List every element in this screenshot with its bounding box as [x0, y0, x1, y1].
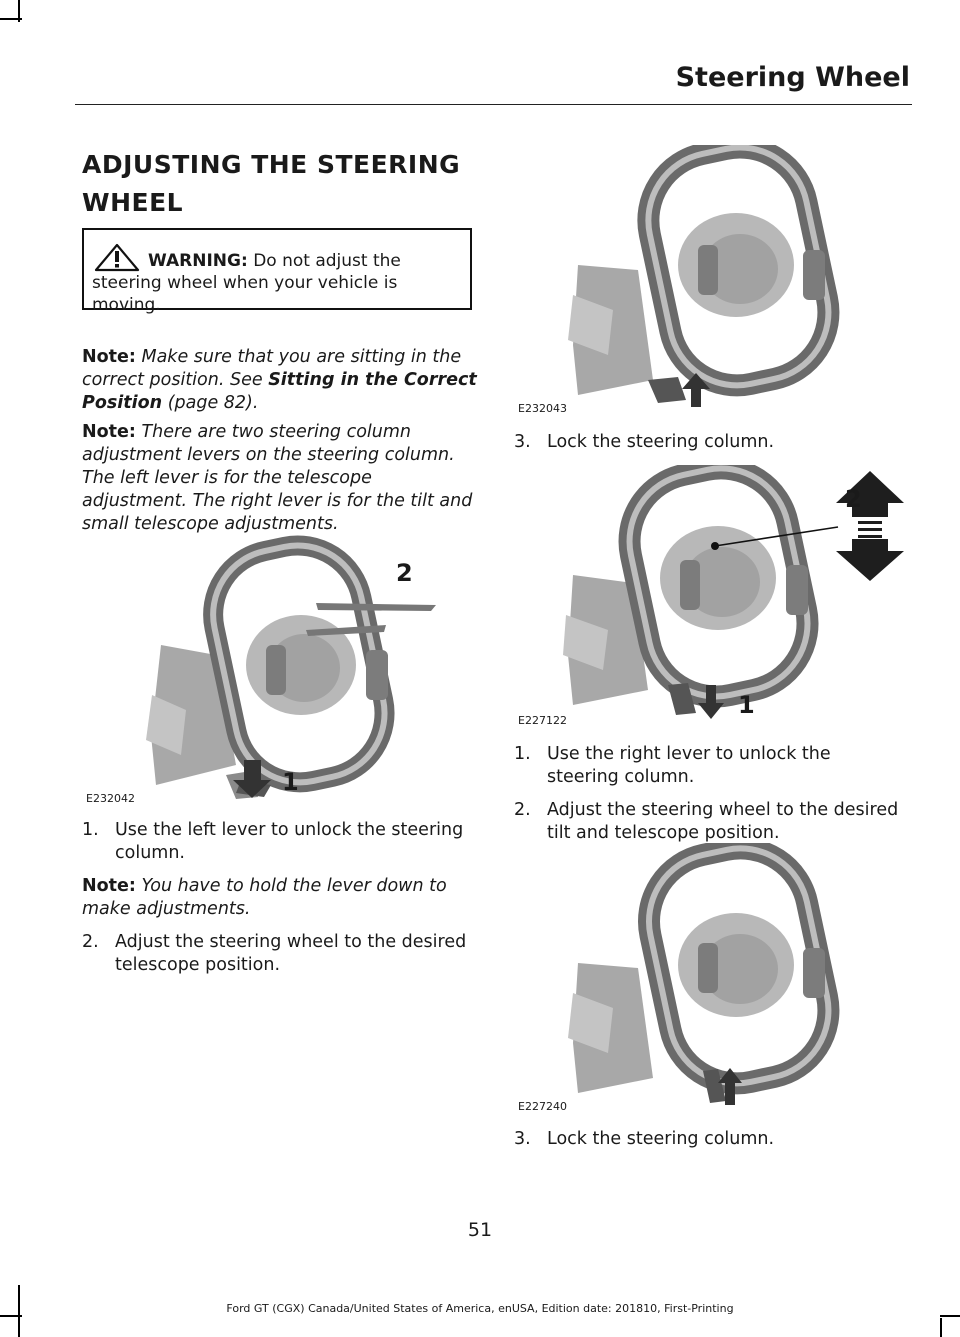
right-step-3a	[514, 431, 914, 454]
callout-2: 2	[845, 485, 862, 513]
warning-text: steering wheel when your vehicle is	[92, 273, 398, 293]
warning-triangle-icon	[92, 242, 142, 272]
note-text: The left lever is for the telescope	[82, 468, 372, 488]
crop-mark	[940, 1318, 942, 1337]
step-text: Adjust the steering wheel to the desired	[547, 800, 899, 820]
list-item	[82, 819, 477, 865]
list-item	[514, 1128, 914, 1151]
page-number: 51	[467, 1219, 493, 1241]
steering-wheel-illustration	[86, 535, 472, 805]
note-hold-lever	[82, 875, 477, 921]
steering-wheel-illustration	[518, 843, 908, 1113]
step-number: 1.	[82, 820, 99, 840]
callout-1: 1	[282, 768, 299, 796]
crop-mark	[0, 1315, 22, 1317]
header-rule	[75, 104, 912, 105]
cross-reference-link[interactable]: Position	[82, 393, 163, 413]
note-text: adjustment. The right lever is for the tilt and	[82, 491, 473, 511]
note-text: correct position. See	[82, 370, 263, 390]
list-item	[82, 931, 477, 977]
figure-id: E232042	[86, 792, 135, 805]
note-label: Note:	[82, 422, 136, 442]
crop-mark	[0, 18, 22, 20]
note-label: Note:	[82, 876, 136, 896]
figure-e227240	[518, 843, 908, 1113]
list-item	[514, 799, 914, 845]
list-item	[514, 743, 914, 789]
step-number: 2.	[82, 932, 99, 952]
figure-e232042	[86, 535, 472, 805]
section-heading	[82, 146, 482, 222]
figure-e227122	[518, 465, 918, 727]
right-step-3b	[514, 1128, 914, 1151]
step-text: steering column.	[547, 767, 695, 787]
edition-footer: Ford GT (CGX) Canada/United States of America, enUSA, Edition date: 201810, First-Printing	[226, 1302, 734, 1315]
note-sitting	[82, 346, 477, 415]
step-number: 3.	[514, 1129, 531, 1149]
note-text: adjustment levers on the steering column.	[82, 445, 455, 465]
step-text: Use the left lever to unlock the steering	[115, 820, 464, 840]
note-levers	[82, 421, 477, 536]
step-number: 1.	[514, 744, 531, 764]
figure-e232043	[518, 145, 908, 415]
cross-reference-link[interactable]: Sitting in the Correct	[268, 370, 477, 390]
step-text: tilt and telescope position.	[547, 823, 780, 843]
page-title: Steering Wheel	[675, 62, 910, 93]
left-step-list	[82, 819, 477, 977]
step-number: 3.	[514, 432, 531, 452]
step-text: Lock the steering column.	[547, 1129, 775, 1149]
note-text: small telescope adjustments.	[82, 514, 339, 534]
crop-mark	[940, 1315, 960, 1317]
step-text: telescope position.	[115, 955, 281, 975]
step-text: Lock the steering column.	[547, 432, 775, 452]
step-number: 2.	[514, 800, 531, 820]
figure-id: E227240	[518, 1100, 567, 1113]
steering-wheel-illustration	[518, 145, 908, 415]
list-item	[514, 431, 914, 454]
warning-box	[82, 228, 472, 315]
warning-label: WARNING:	[148, 251, 248, 271]
callout-2: 2	[396, 559, 413, 587]
note-text: Make sure that you are sitting in the	[141, 347, 462, 367]
heading-line-2: WHEEL	[82, 188, 184, 217]
heading-line-1: ADJUSTING THE STEERING	[82, 150, 461, 179]
note-text: make adjustments.	[82, 899, 251, 919]
warning-text: moving.	[92, 295, 161, 315]
right-step-list	[514, 743, 914, 845]
step-text: column.	[115, 843, 185, 863]
step-text: Adjust the steering wheel to the desired	[115, 932, 467, 952]
figure-id: E227122	[518, 714, 567, 727]
warning-text: Do not adjust the	[253, 251, 401, 271]
note-text: You have to hold the lever down to	[141, 876, 447, 896]
callout-1: 1	[738, 691, 755, 719]
step-text: Use the right lever to unlock the	[547, 744, 831, 764]
note-text: There are two steering column	[141, 422, 411, 442]
note-label: Note:	[82, 347, 136, 367]
figure-id: E232043	[518, 402, 567, 415]
page-reference: (page 82).	[167, 393, 259, 413]
